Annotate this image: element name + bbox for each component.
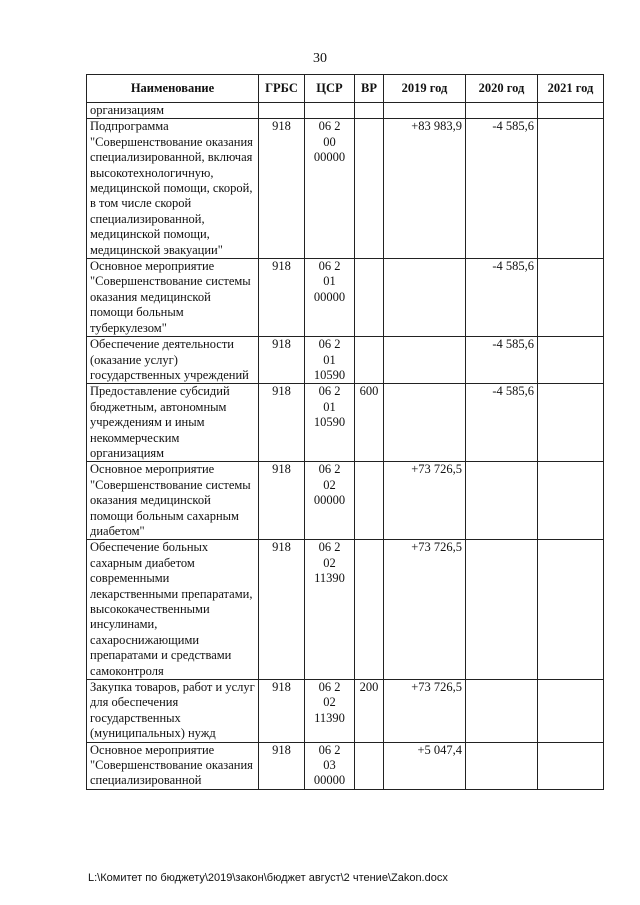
header-csr: ЦСР xyxy=(305,75,355,103)
cell-csr: 06 2 00 00000 xyxy=(305,119,355,259)
table-row xyxy=(87,384,604,462)
budget-table xyxy=(86,74,604,790)
cell-name: Основное мероприятие "Совершенствование оказания специализированной xyxy=(87,742,259,789)
table-row xyxy=(87,742,604,789)
cell-2019 xyxy=(384,259,466,337)
cell-grbs: 918 xyxy=(259,462,305,540)
cell-vr xyxy=(355,119,384,259)
header-2020: 2020 год xyxy=(466,75,538,103)
cell-name: Основное мероприятие "Совершенствование системы оказания медицинской помощи больным туберкулезом" xyxy=(87,259,259,337)
cell-csr: 06 2 01 00000 xyxy=(305,259,355,337)
cell-vr xyxy=(355,742,384,789)
cell-vr xyxy=(355,462,384,540)
cell-grbs: 918 xyxy=(259,337,305,384)
cell-2020 xyxy=(466,742,538,789)
table-header-row xyxy=(87,75,604,103)
cell-vr xyxy=(355,103,384,119)
cell-name: Закупка товаров, работ и услуг для обеспечения государственных (муниципальных) нужд xyxy=(87,680,259,743)
cell-2019 xyxy=(384,384,466,462)
cell-2020: -4 585,6 xyxy=(466,119,538,259)
cell-2019: +83 983,9 xyxy=(384,119,466,259)
cell-2020: -4 585,6 xyxy=(466,259,538,337)
cell-csr: 06 2 03 00000 xyxy=(305,742,355,789)
cell-vr: 600 xyxy=(355,384,384,462)
cell-name: Предоставление субсидий бюджетным, автономным учреждениям и иным некоммерческим организациям xyxy=(87,384,259,462)
cell-grbs xyxy=(259,103,305,119)
cell-csr: 06 2 02 11390 xyxy=(305,540,355,680)
cell-2020: -4 585,6 xyxy=(466,384,538,462)
cell-csr: 06 2 02 11390 xyxy=(305,680,355,743)
header-2021: 2021 год xyxy=(538,75,604,103)
footer-file-path: L:\Комитет по бюджету\2019\закон\бюджет август\2 чтение\Zakon.docx xyxy=(88,872,448,884)
table-row xyxy=(87,337,604,384)
table-row xyxy=(87,259,604,337)
cell-csr: 06 2 01 10590 xyxy=(305,384,355,462)
cell-grbs: 918 xyxy=(259,680,305,743)
table-row xyxy=(87,119,604,259)
cell-name: Обеспечение больных сахарным диабетом современными лекарственными препаратами, высококачественными инсулинами, сахароснижающими препаратами и средствами самоконтроля xyxy=(87,540,259,680)
cell-2019: +73 726,5 xyxy=(384,540,466,680)
cell-grbs: 918 xyxy=(259,540,305,680)
table-row xyxy=(87,540,604,680)
cell-2021 xyxy=(538,119,604,259)
cell-vr xyxy=(355,337,384,384)
cell-2021 xyxy=(538,680,604,743)
cell-csr xyxy=(305,103,355,119)
cell-grbs: 918 xyxy=(259,742,305,789)
cell-2021 xyxy=(538,384,604,462)
cell-2019 xyxy=(384,337,466,384)
cell-grbs: 918 xyxy=(259,384,305,462)
cell-vr: 200 xyxy=(355,680,384,743)
cell-2019: +73 726,5 xyxy=(384,680,466,743)
cell-2021 xyxy=(538,103,604,119)
cell-2021 xyxy=(538,259,604,337)
table-row xyxy=(87,103,604,119)
cell-name: организациям xyxy=(87,103,259,119)
cell-2019: +5 047,4 xyxy=(384,742,466,789)
cell-grbs: 918 xyxy=(259,119,305,259)
cell-2021 xyxy=(538,742,604,789)
header-vr: ВР xyxy=(355,75,384,103)
cell-2020: -4 585,6 xyxy=(466,337,538,384)
cell-csr: 06 2 02 00000 xyxy=(305,462,355,540)
cell-2020 xyxy=(466,680,538,743)
cell-2019 xyxy=(384,103,466,119)
cell-2021 xyxy=(538,540,604,680)
cell-name: Основное мероприятие "Совершенствование системы оказания медицинской помощи больным сахарным диабетом" xyxy=(87,462,259,540)
header-grbs: ГРБС xyxy=(259,75,305,103)
cell-grbs: 918 xyxy=(259,259,305,337)
cell-2019: +73 726,5 xyxy=(384,462,466,540)
cell-csr: 06 2 01 10590 xyxy=(305,337,355,384)
table-row xyxy=(87,680,604,743)
cell-name: Обеспечение деятельности (оказание услуг) государственных учреждений xyxy=(87,337,259,384)
cell-2020 xyxy=(466,103,538,119)
header-2019: 2019 год xyxy=(384,75,466,103)
cell-2021 xyxy=(538,337,604,384)
page-number: 30 xyxy=(313,51,327,66)
cell-2020 xyxy=(466,462,538,540)
table-row xyxy=(87,462,604,540)
header-name: Наименование xyxy=(87,75,259,103)
cell-vr xyxy=(355,540,384,680)
cell-2021 xyxy=(538,462,604,540)
cell-vr xyxy=(355,259,384,337)
cell-name: Подпрограмма "Совершенствование оказания специализированной, включая высокотехнологичную, медицинской помощи, скорой, в том числе скорой специализированной, медицинской помощи, медицинской эвакуации" xyxy=(87,119,259,259)
cell-2020 xyxy=(466,540,538,680)
